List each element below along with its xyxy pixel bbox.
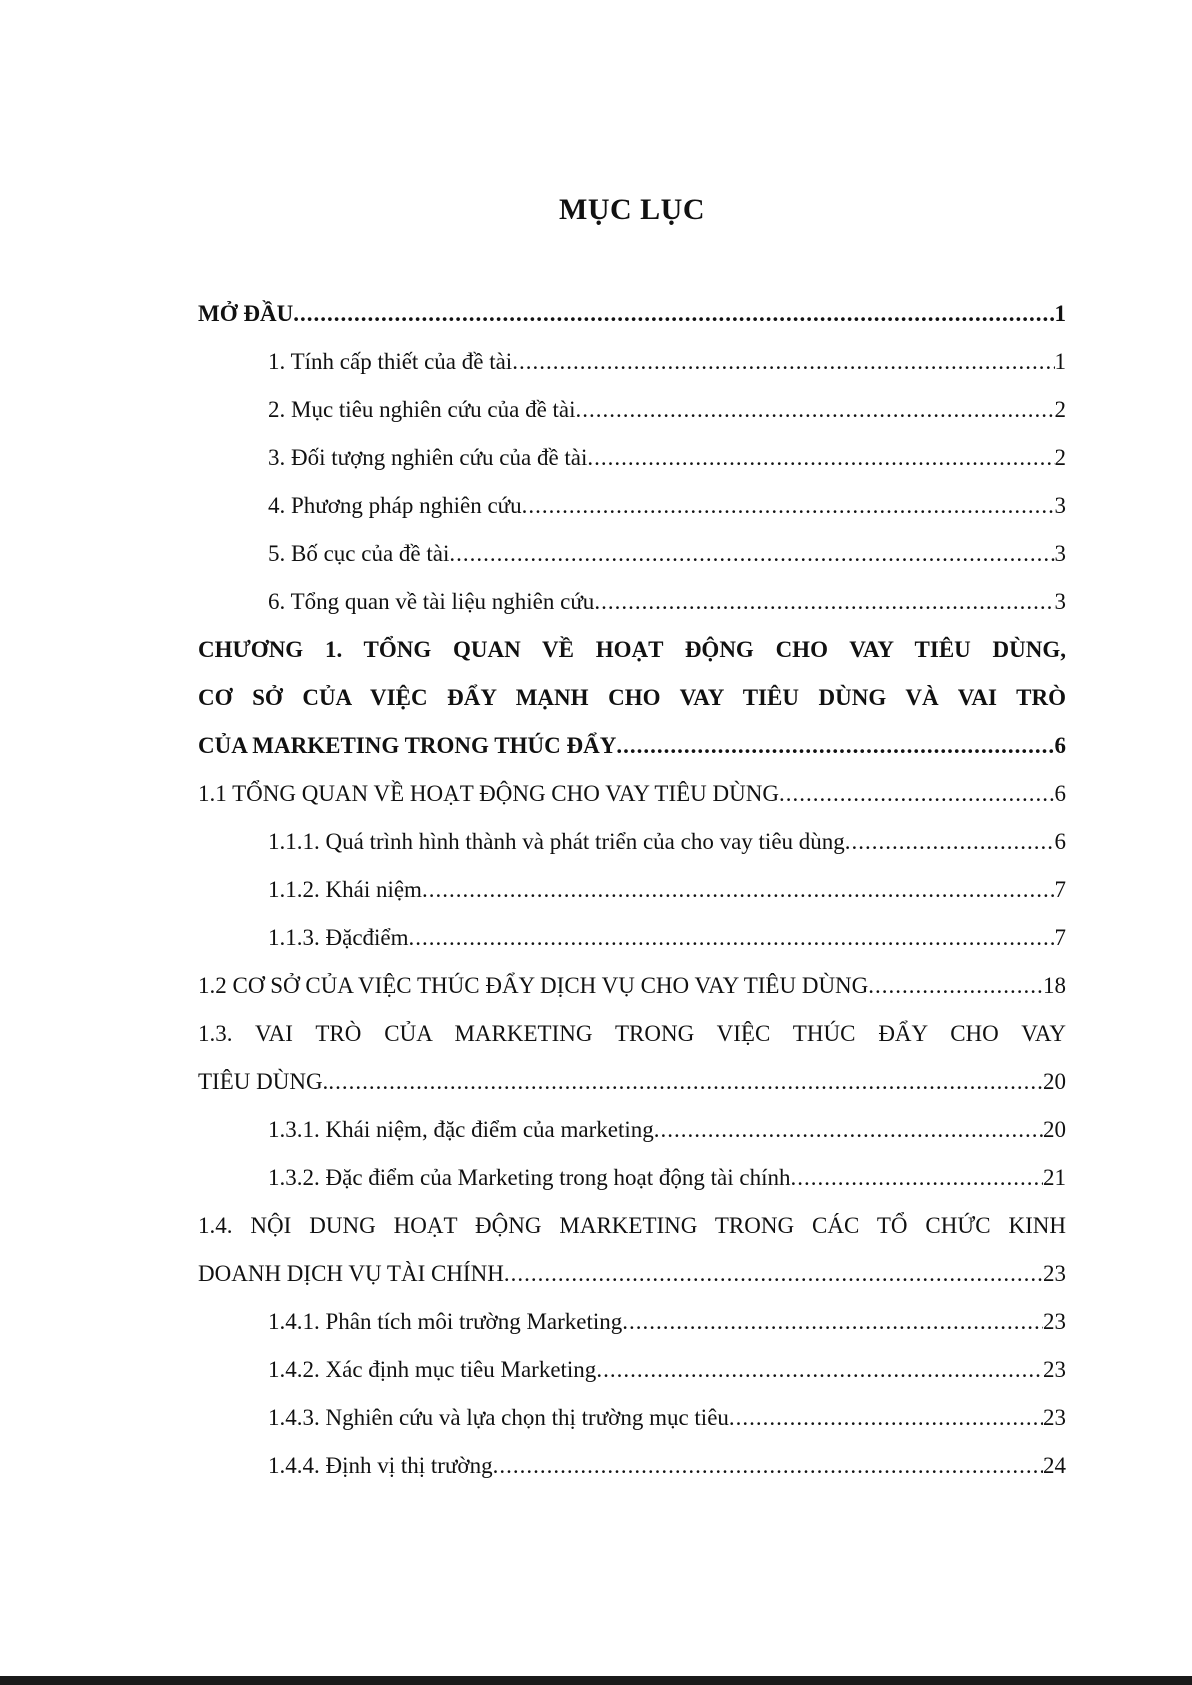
toc-entry[interactable] <box>198 530 1066 578</box>
toc-page-number: 23 <box>1043 1405 1066 1430</box>
toc-entry-text: 5. Bố cục của đề tài <box>268 541 450 566</box>
page-bottom-edge <box>0 1676 1192 1685</box>
toc-chapter-1-line-1[interactable] <box>198 626 1066 674</box>
toc-entry[interactable] <box>198 1442 1066 1490</box>
toc-entry-text: MỞ ĐẦU <box>198 301 294 326</box>
toc-dot-leader <box>512 338 1054 386</box>
toc-entry[interactable] <box>198 962 1066 1010</box>
toc-dot-leader <box>328 1058 1043 1106</box>
toc-section-1-3-line-1[interactable] <box>198 1010 1066 1058</box>
toc-entry[interactable] <box>198 578 1066 626</box>
toc-entry-text: 3. Đối tượng nghiên cứu của đề tài <box>268 445 588 470</box>
table-of-contents <box>198 290 1066 1490</box>
toc-entry[interactable] <box>198 1106 1066 1154</box>
toc-page-number: 6 <box>1054 733 1066 758</box>
toc-entry-text: CHƯƠNG 1. TỔNG QUAN VỀ HOẠT ĐỘNG CHO VAY TIÊU DÙNG, <box>198 637 1066 662</box>
toc-page-number: 21 <box>1043 1165 1066 1190</box>
toc-entry-text: 1.3.1. Khái niệm, đặc điểm của marketing <box>268 1117 654 1142</box>
toc-entry-text: 1.1.2. Khái niệm <box>268 877 422 902</box>
toc-entry-text: 1.3. VAI TRÒ CỦA MARKETING TRONG VIỆC THÚC ĐẨY CHO VAY <box>198 1021 1066 1046</box>
toc-entry-text: 6. Tổng quan về tài liệu nghiên cứu <box>268 589 595 614</box>
toc-page-number: 23 <box>1043 1309 1066 1334</box>
toc-dot-leader <box>622 1298 1043 1346</box>
toc-dot-leader <box>587 434 1054 482</box>
toc-dot-leader <box>596 1346 1043 1394</box>
toc-section-1-4-line-2[interactable] <box>198 1250 1066 1298</box>
toc-entry-text: 1.4.4. Định vị thị trường <box>268 1453 493 1478</box>
toc-entry-text: 1.1.3. Đặcđiểm <box>268 925 409 950</box>
toc-page-number: 23 <box>1043 1261 1066 1286</box>
toc-title: MỤC LỤC <box>559 193 705 226</box>
toc-entry-text: 1. Tính cấp thiết của đề tài <box>268 349 513 374</box>
toc-entry[interactable] <box>198 338 1066 386</box>
toc-entry[interactable] <box>198 482 1066 530</box>
toc-entry-text: TIÊU DÙNG. <box>198 1069 329 1094</box>
toc-chapter-1-line-2[interactable] <box>198 674 1066 722</box>
toc-entry[interactable] <box>198 386 1066 434</box>
toc-dot-leader <box>409 914 1055 962</box>
toc-entry[interactable] <box>198 1346 1066 1394</box>
toc-entry-text: 1.1 TỔNG QUAN VỀ HOẠT ĐỘNG CHO VAY TIÊU DÙNG <box>198 781 779 806</box>
toc-entry-text: DOANH DỊCH VỤ TÀI CHÍNH <box>198 1261 504 1286</box>
toc-page-number: 3 <box>1054 589 1066 614</box>
toc-dot-leader <box>616 722 1054 770</box>
toc-entry-mo-dau[interactable] <box>198 290 1066 338</box>
toc-dot-leader <box>522 482 1055 530</box>
toc-entry[interactable] <box>198 818 1066 866</box>
toc-page-number: 24 <box>1043 1453 1066 1478</box>
toc-dot-leader <box>493 1442 1043 1490</box>
toc-page-number: 20 <box>1043 1069 1066 1094</box>
toc-dot-leader <box>504 1250 1043 1298</box>
toc-page-number: 3 <box>1054 541 1066 566</box>
toc-entry-text: 1.4.3. Nghiên cứu và lựa chọn thị trường mục tiêu <box>268 1405 729 1430</box>
toc-chapter-1-line-3[interactable] <box>198 722 1066 770</box>
toc-page-number: 18 <box>1043 973 1066 998</box>
toc-entry-text: 2. Mục tiêu nghiên cứu của đề tài <box>268 397 576 422</box>
toc-page-number: 6 <box>1054 781 1066 806</box>
toc-section-1-3-line-2[interactable] <box>198 1058 1066 1106</box>
toc-dot-leader <box>654 1106 1043 1154</box>
toc-entry[interactable] <box>198 1154 1066 1202</box>
toc-dot-leader <box>422 866 1055 914</box>
toc-entry-text: 1.4.1. Phân tích môi trường Marketing <box>268 1309 623 1334</box>
toc-entry-text: 4. Phương pháp nghiên cứu <box>268 493 522 518</box>
toc-dot-leader <box>845 818 1055 866</box>
toc-page-number: 1 <box>1054 301 1066 326</box>
toc-dot-leader <box>790 1154 1043 1202</box>
toc-entry-text: 1.3.2. Đặc điểm của Marketing trong hoạt động tài chính <box>268 1165 791 1190</box>
toc-entry-text: CƠ SỞ CỦA VIỆC ĐẨY MẠNH CHO VAY TIÊU DÙNG VÀ VAI TRÒ <box>198 685 1066 710</box>
toc-dot-leader <box>449 530 1054 578</box>
toc-page-number: 6 <box>1054 829 1066 854</box>
toc-entry[interactable] <box>198 914 1066 962</box>
toc-page-number: 23 <box>1043 1357 1066 1382</box>
toc-entry-text: CỦA MARKETING TRONG THÚC ĐẨY <box>198 733 617 758</box>
toc-dot-leader <box>576 386 1055 434</box>
toc-entry[interactable] <box>198 1394 1066 1442</box>
toc-entry-text: 1.4. NỘI DUNG HOẠT ĐỘNG MARKETING TRONG CÁC TỔ CHỨC KINH <box>198 1213 1066 1238</box>
toc-page-number: 20 <box>1043 1117 1066 1142</box>
toc-page-number: 1 <box>1054 349 1066 374</box>
toc-dot-leader <box>868 962 1043 1010</box>
toc-page-number: 2 <box>1054 397 1066 422</box>
toc-page-number: 2 <box>1054 445 1066 470</box>
toc-page-number: 3 <box>1054 493 1066 518</box>
toc-dot-leader <box>729 1394 1043 1442</box>
toc-page-number: 7 <box>1054 877 1066 902</box>
toc-entry-text: 1.4.2. Xác định mục tiêu Marketing <box>268 1357 597 1382</box>
toc-entry-text: 1.2 CƠ SỞ CỦA VIỆC THÚC ĐẨY DỊCH VỤ CHO VAY TIÊU DÙNG <box>198 973 869 998</box>
toc-entry[interactable] <box>198 770 1066 818</box>
toc-dot-leader <box>779 770 1055 818</box>
toc-section-1-4-line-1[interactable] <box>198 1202 1066 1250</box>
toc-entry[interactable] <box>198 866 1066 914</box>
toc-page-number: 7 <box>1054 925 1066 950</box>
toc-entry-text: 1.1.1. Quá trình hình thành và phát triển của cho vay tiêu dùng <box>268 829 845 854</box>
toc-dot-leader <box>594 578 1054 626</box>
toc-entry[interactable] <box>198 1298 1066 1346</box>
toc-entry[interactable] <box>198 434 1066 482</box>
toc-dot-leader <box>293 290 1054 338</box>
